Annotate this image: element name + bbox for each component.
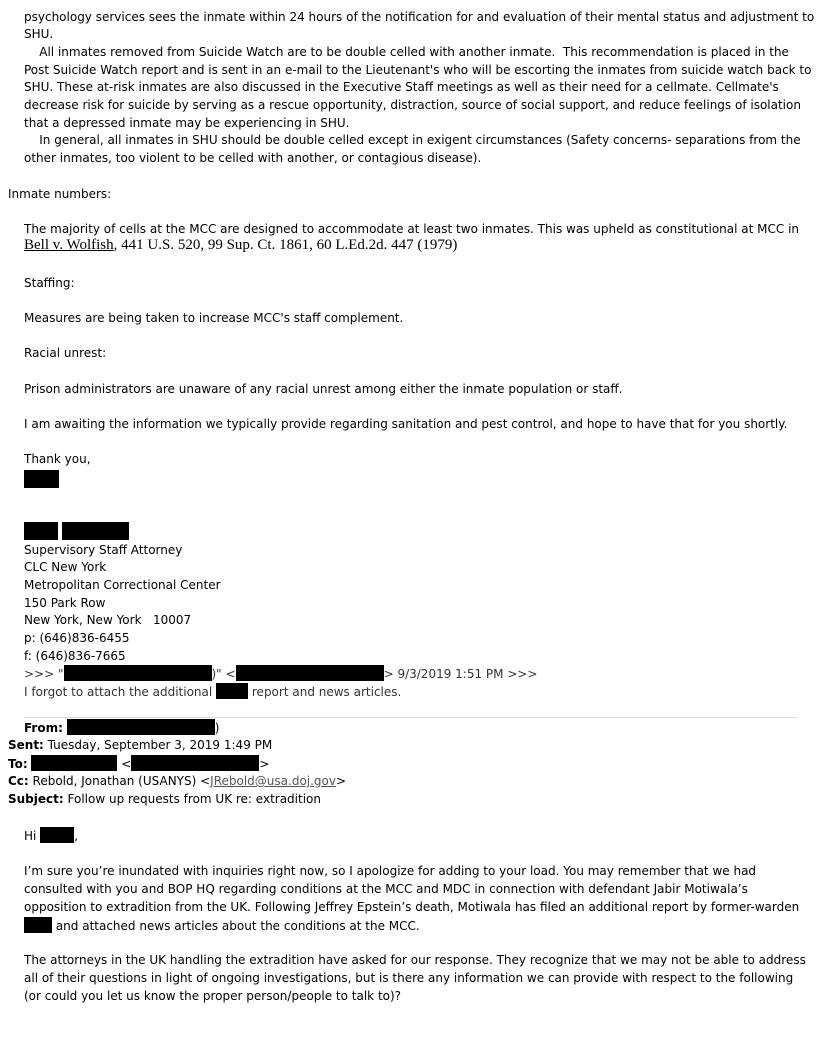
- signature-fax: f: (646)836-7665: [24, 649, 126, 663]
- quoted-text: report and news articles.: [251, 685, 402, 699]
- redaction-box: [67, 719, 215, 735]
- redaction-box: [236, 665, 384, 681]
- to-label: To:: [8, 757, 28, 771]
- subject-value: Follow up requests from UK re: extradition: [63, 792, 321, 806]
- signature-org: CLC New York: [24, 560, 107, 574]
- paragraph-line: psychology services sees the inmate within 24 hours of the notification for and evaluation of their mental status and adjustment to: [24, 10, 815, 24]
- redaction-box: [24, 917, 52, 933]
- quoted-header: [24, 665, 538, 683]
- paragraph-line: that a depressed inmate may be experiencing in SHU.: [24, 116, 350, 130]
- redaction-box: [131, 755, 259, 771]
- email-sent: [8, 737, 272, 754]
- paragraph-line: SHU. These at-risk inmates are also discussed in the Executive Staff meetings as well as their need for a cellmate. Cellmate's: [24, 80, 779, 94]
- case-citation: [24, 237, 457, 254]
- section-body: The majority of cells at the MCC are designed to accommodate at least two inmates. This was upheld as constitutional at MCC in: [24, 222, 800, 236]
- email-to: [8, 755, 269, 773]
- cc-label: Cc:: [8, 774, 29, 788]
- thanks-text: Thank you,: [24, 452, 91, 466]
- body-line: opposition to extradition from the UK. Following Jeffrey Epstein’s death, Motiwala has filed an additional report by former-warden: [24, 900, 800, 914]
- greeting: [24, 827, 78, 845]
- paragraph-line: decrease risk for suicide by serving as a rescue opportunity, distraction, source of social support, and reduce feelings of isolation: [24, 98, 801, 112]
- signature-title: Supervisory Staff Attorney: [24, 543, 183, 557]
- signature-address: New York, New York 10007: [24, 613, 192, 627]
- redaction-box: [40, 827, 74, 843]
- greeting-end: ,: [74, 829, 79, 843]
- redaction-box: [24, 522, 58, 540]
- sent-label: Sent:: [8, 738, 44, 752]
- paragraph-line: SHU.: [24, 27, 54, 41]
- to-mid: <: [121, 757, 132, 771]
- signature-org: Metropolitan Correctional Center: [24, 578, 221, 592]
- from-suffix: ): [214, 721, 220, 735]
- body-line: The attorneys in the UK handling the extradition have asked for our response. They recognize that we may not be able to address: [24, 953, 806, 967]
- paragraph-line: All inmates removed from Suicide Watch are to be double celled with another inmate. This recommendation is placed in the: [24, 45, 789, 59]
- section-body: Prison administrators are unaware of any racial unrest among either the inmate population or staff.: [24, 382, 623, 396]
- email-from: [24, 719, 219, 737]
- cc-email-link[interactable]: JRebold@usa.doj.gov: [210, 774, 336, 788]
- quoted-mid: )" <: [211, 667, 236, 681]
- case-name: Bell v. Wolfish: [24, 237, 114, 253]
- body-text: and attached news articles about the conditions at the MCC.: [55, 919, 420, 933]
- quoted-text: I forgot to attach the additional: [24, 685, 213, 699]
- to-end: >: [259, 757, 270, 771]
- quoted-suffix: > 9/3/2019 1:51 PM >>>: [383, 667, 538, 681]
- paragraph-line: Post Suicide Watch report and is sent in an e-mail to the Lieutenant's who will be escorting the inmates from suicide watch back to: [24, 63, 812, 77]
- quoted-prefix: >>> ": [24, 667, 64, 681]
- signature-phone: p: (646)836-6455: [24, 631, 130, 645]
- redaction-box: [24, 470, 59, 488]
- body-line: I’m sure you’re inundated with inquiries right now, so I apologize for adding to your load. You may remember that we had: [24, 864, 757, 878]
- subject-label: Subject:: [8, 792, 64, 806]
- citation-text: , 441 U.S. 520, 99 Sup. Ct. 1861, 60 L.Ed.2d. 447 (1979): [113, 237, 458, 253]
- body-line: all of their questions in light of ongoing investigations, but is there any information we can provide with respect to the following: [24, 971, 794, 985]
- email-cc: [8, 773, 346, 790]
- cc-end: >: [336, 774, 347, 788]
- divider: [24, 717, 797, 718]
- paragraph-line: In general, all inmates in SHU should be double celled except in exigent circumstances (Safety concerns- separations from the: [24, 133, 801, 147]
- redaction-box: [31, 755, 117, 771]
- section-heading: Inmate numbers:: [8, 187, 112, 201]
- body-line: (or could you let us know the proper person/people to talk to)?: [24, 989, 402, 1003]
- paragraph-line: other inmates, too violent to be celled with another, or contagious disease).: [24, 151, 482, 165]
- body-line-with-redaction: [24, 917, 420, 935]
- body-line: consulted with you and BOP HQ regarding conditions at the MCC and MDC in connection with defendant Jabir Motiwala’s: [24, 882, 748, 896]
- quoted-line: [24, 683, 401, 701]
- cc-value: Rebold, Jonathan (USANYS) <: [28, 774, 211, 788]
- redaction-box: [62, 522, 129, 540]
- redaction-box: [64, 665, 212, 681]
- from-label: From:: [24, 721, 63, 735]
- greeting-text: Hi: [24, 829, 37, 843]
- section-heading: Staffing:: [24, 276, 75, 290]
- redaction-box: [216, 683, 248, 699]
- closing-text: I am awaiting the information we typically provide regarding sanitation and pest control, and hope to have that for you shortly.: [24, 417, 788, 431]
- section-body: Measures are being taken to increase MCC's staff complement.: [24, 311, 404, 325]
- section-heading: Racial unrest:: [24, 346, 107, 360]
- signature-address: 150 Park Row: [24, 596, 106, 610]
- email-subject: [8, 791, 321, 808]
- sent-value: Tuesday, September 3, 2019 1:49 PM: [43, 738, 273, 752]
